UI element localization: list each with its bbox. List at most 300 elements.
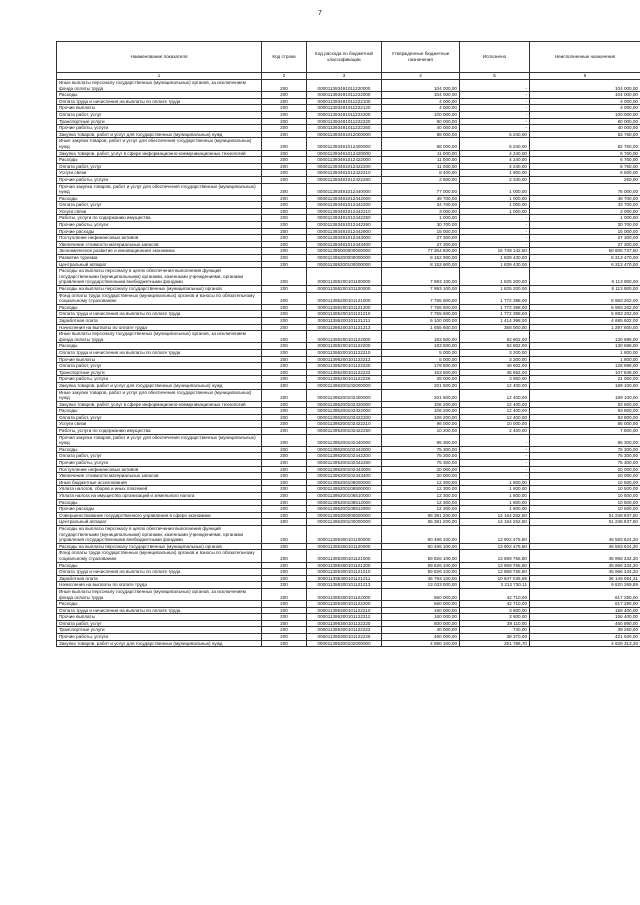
row-line-code: 200 <box>262 376 307 383</box>
row-name: Транспортные услуги <box>57 369 262 376</box>
row-unexecuted: 76 000,00 <box>530 183 640 195</box>
row-budget-code: 000011395300101122222 <box>307 627 382 634</box>
row-line-code: 200 <box>262 163 307 170</box>
table-row <box>57 620 640 627</box>
row-budget-code: 000011395300101122220 <box>307 620 382 627</box>
row-line-code: 200 <box>262 634 307 641</box>
row-name: Услуги связи <box>57 421 262 428</box>
table-row <box>57 421 640 428</box>
row-name: Поступление нефинансовых активов <box>57 466 262 473</box>
row-executed: 13 859 765,80 <box>460 569 530 576</box>
row-line-code: 200 <box>262 466 307 473</box>
row-unexecuted: 82 760,00 <box>530 131 640 138</box>
row-line-code: 200 <box>262 601 307 608</box>
row-approved: 59 826 100,00 <box>382 569 460 576</box>
column-number: 5 <box>460 73 530 80</box>
row-name: Оплата работ, услуг <box>57 414 262 421</box>
row-name: Расходы <box>57 499 262 506</box>
row-unexecuted: 6 113 900,00 <box>530 286 640 293</box>
row-approved: 7 993 100,00 <box>382 286 460 293</box>
row-budget-code: 000011395200102422250 <box>307 428 382 435</box>
header-executed: Исполнено <box>460 42 530 73</box>
row-executed: 1 800,00 <box>460 493 530 500</box>
table-row <box>57 408 640 415</box>
row-executed: 1 000,00 <box>460 195 530 202</box>
row-name: Прочие выплаты <box>57 105 262 112</box>
header-approved: Утвержденные бюджетные назначения <box>382 42 460 73</box>
row-unexecuted: 39 260,00 <box>530 627 640 634</box>
row-unexecuted: 130 698,00 <box>530 331 640 343</box>
column-number-row <box>57 73 640 80</box>
table-row <box>57 466 640 473</box>
table-row <box>57 493 640 500</box>
row-name: Уплата налогов, сборов и иных платежей <box>57 486 262 493</box>
row-name: Фонд оплаты труда государственных (муниципальных) органов и взносы по обязательному социальному страхованию <box>57 550 262 562</box>
row-approved: 5 000,00 <box>382 356 460 363</box>
row-unexecuted: 82 760,00 <box>530 138 640 150</box>
row-line-code: 200 <box>262 408 307 415</box>
row-approved: 183 500,00 <box>382 343 460 350</box>
table-row <box>57 255 640 262</box>
row-executed: 38 370,00 <box>460 634 530 641</box>
row-unexecuted: 45 966 334,20 <box>530 569 640 576</box>
row-approved: 178 500,00 <box>382 363 460 370</box>
row-unexecuted: 100 000,00 <box>530 111 640 118</box>
row-budget-code: 000011393491012422000 <box>307 157 382 164</box>
table-row <box>57 235 640 242</box>
row-executed: 39 110,00 <box>460 620 530 627</box>
row-approved: 4 880 100,00 <box>382 640 460 647</box>
row-line-code: 200 <box>262 421 307 428</box>
row-approved: 49 700,00 <box>382 195 460 202</box>
row-name: Оплата работ, услуг <box>57 453 262 460</box>
row-unexecuted: 156 400,00 <box>530 614 640 621</box>
table-row <box>57 176 640 183</box>
row-approved: 201 500,00 <box>382 382 460 389</box>
row-line-code: 200 <box>262 543 307 550</box>
row-budget-code: 000011393491012443400 <box>307 241 382 248</box>
table-row <box>57 588 640 600</box>
table-row <box>57 525 640 543</box>
row-approved: 95 300,00 <box>382 434 460 446</box>
row-line-code: 200 <box>262 414 307 421</box>
table-row <box>57 486 640 493</box>
row-unexecuted: 93 800,00 <box>530 401 640 408</box>
row-budget-code: 000011395300101122210 <box>307 607 382 614</box>
table-row <box>57 80 640 92</box>
row-unexecuted: 617 290,00 <box>530 588 640 600</box>
table-row <box>57 389 640 401</box>
table-row <box>57 446 640 453</box>
row-unexecuted: 10 500,00 <box>530 479 640 486</box>
row-executed: 12 400,00 <box>460 401 530 408</box>
row-approved: 65 391 200,00 <box>382 519 460 526</box>
row-name: Расходы <box>57 446 262 453</box>
row-name: Прочие работы, услуги <box>57 125 262 132</box>
row-approved: 40 000,00 <box>382 125 460 132</box>
row-line-code: 200 <box>262 215 307 222</box>
row-unexecuted: 460 890,00 <box>530 620 640 627</box>
row-unexecuted: 93 800,00 <box>530 414 640 421</box>
row-unexecuted: 93 800,00 <box>530 408 640 415</box>
row-name: Расходы на выплаты персоналу государственных (муниципальных) органов <box>57 286 262 293</box>
row-name: Прочие работы, услуги <box>57 176 262 183</box>
row-approved: 10 200,00 <box>382 428 460 435</box>
row-line-code: 200 <box>262 614 307 621</box>
row-unexecuted: 6 313 470,00 <box>530 261 640 268</box>
table-row <box>57 607 640 614</box>
table-row <box>57 163 640 170</box>
row-approved: 460 000,00 <box>382 634 460 641</box>
row-approved: 160 000,00 <box>382 614 460 621</box>
row-budget-code: 000011393491012442210 <box>307 208 382 215</box>
row-budget-code: 000011395200102442260 <box>307 460 382 467</box>
row-budget-code: 000011393491012442000 <box>307 195 382 202</box>
row-name: Закупка товаров, работ, услуг в сфере информационно-коммуникационных технологий <box>57 150 262 157</box>
row-executed: - <box>460 241 530 248</box>
row-name: Транспортные услуги <box>57 627 262 634</box>
row-name: Закупка товаров, работ и услуг для государственных (муниципальных) нужд <box>57 131 262 138</box>
row-line-code: 200 <box>262 428 307 435</box>
row-unexecuted: 45 966 334,20 <box>530 562 640 569</box>
row-unexecuted: 75 300,00 <box>530 460 640 467</box>
row-unexecuted: 46 583 624,20 <box>530 543 640 550</box>
column-number: 2 <box>262 73 307 80</box>
table-row <box>57 286 640 293</box>
row-budget-code: 000011395300101121210 <box>307 569 382 576</box>
table-row <box>57 241 640 248</box>
row-unexecuted: 617 290,00 <box>530 601 640 608</box>
row-executed: 1 839 430,00 <box>460 255 530 262</box>
row-approved: 183 500,00 <box>382 331 460 343</box>
row-line-code: 200 <box>262 331 307 343</box>
row-approved: 104 000,00 <box>382 80 460 92</box>
row-budget-code: 000011395200102443400 <box>307 473 382 480</box>
row-budget-code: 000011395200101122222 <box>307 369 382 376</box>
row-budget-code: 000011393491012442260 <box>307 222 382 229</box>
row-executed: - <box>460 125 530 132</box>
row-budget-code: 000011395300101100000 <box>307 525 382 543</box>
row-executed: 42 710,00 <box>460 601 530 608</box>
row-budget-code: 000011395200101120000 <box>307 286 382 293</box>
row-line-code: 200 <box>262 183 307 195</box>
row-budget-code: 000011395300102000000 <box>307 640 382 647</box>
row-unexecuted: 189 100,00 <box>530 382 640 389</box>
row-unexecuted: 1 800,00 <box>530 349 640 356</box>
table-row <box>57 138 640 150</box>
row-executed: 5 240,00 <box>460 138 530 150</box>
row-budget-code: 000011395200102442200 <box>307 453 382 460</box>
row-name: Прочие работы, услуги <box>57 222 262 229</box>
row-name: Оплата работ, услуг <box>57 163 262 170</box>
row-budget-code: 000011393491011222000 <box>307 92 382 99</box>
table-row <box>57 222 640 229</box>
row-name: Транспортные услуги <box>57 118 262 125</box>
row-line-code: 200 <box>262 575 307 582</box>
row-budget-code: 000011395300000000000 <box>307 512 382 519</box>
row-executed: - <box>460 105 530 112</box>
table-row <box>57 640 640 647</box>
row-budget-code: 000011393491012420000 <box>307 150 382 157</box>
row-line-code: 200 <box>262 389 307 401</box>
row-budget-code: 000011395200102443000 <box>307 466 382 473</box>
table-row <box>57 614 640 621</box>
row-executed: 1 839 430,00 <box>460 261 530 268</box>
table-row <box>57 473 640 480</box>
row-line-code: 200 <box>262 349 307 356</box>
row-executed: 52 802,00 <box>460 331 530 343</box>
row-line-code: 200 <box>262 363 307 370</box>
row-budget-code: 000011395300101121000 <box>307 550 382 562</box>
row-line-code: 200 <box>262 268 307 286</box>
row-unexecuted: 6 313 470,00 <box>530 255 640 262</box>
table-row <box>57 183 640 195</box>
row-line-code: 200 <box>262 446 307 453</box>
row-executed: 10 000,00 <box>460 421 530 428</box>
row-line-code: 200 <box>262 255 307 262</box>
row-executed: 1 772 398,00 <box>460 311 530 318</box>
row-budget-code: 000011393491012422210 <box>307 170 382 177</box>
row-budget-code: 000011395200101122212 <box>307 356 382 363</box>
row-name: Фонд оплаты труда государственных (муниципальных) органов и взносы по обязательному социальному страхованию <box>57 292 262 304</box>
row-approved: 12 300,00 <box>382 493 460 500</box>
table-row <box>57 634 640 641</box>
row-executed: 16 749 142,50 <box>460 248 530 255</box>
row-unexecuted: 4 628 313,30 <box>530 640 640 647</box>
header-indicator-name: Наименование показателя <box>57 42 262 73</box>
row-line-code: 200 <box>262 208 307 215</box>
row-budget-code: 000011393491012442200 <box>307 202 382 209</box>
row-approved: 77 000,00 <box>382 183 460 195</box>
table-row <box>57 479 640 486</box>
row-approved: 65 391 200,00 <box>382 512 460 519</box>
table-row <box>57 434 640 446</box>
row-approved: 660 000,00 <box>382 588 460 600</box>
row-executed: 1 772 398,00 <box>460 304 530 311</box>
row-executed: 10 647 035,69 <box>460 575 530 582</box>
row-unexecuted: 1 000,00 <box>530 215 640 222</box>
table-row <box>57 92 640 99</box>
row-unexecuted: 95 300,00 <box>530 434 640 446</box>
row-approved: 88 000,00 <box>382 138 460 150</box>
row-name: Центральный аппарат <box>57 261 262 268</box>
row-name: Расходы <box>57 157 262 164</box>
row-approved: 75 300,00 <box>382 453 460 460</box>
row-name: Иные выплаты персоналу государственных (муниципальных) органов, за исключением фонда оплаты труда <box>57 588 262 600</box>
row-budget-code: 000011395300100000000 <box>307 519 382 526</box>
row-approved: 34 700,00 <box>382 202 460 209</box>
row-name: Работы, услуги по содержанию имущества <box>57 428 262 435</box>
row-line-code: 200 <box>262 311 307 318</box>
row-approved: 46 793 100,00 <box>382 575 460 582</box>
row-budget-code: 000011395200101121213 <box>307 324 382 331</box>
row-budget-code: 000011395000000000000 <box>307 248 382 255</box>
row-approved: 7 993 100,00 <box>382 268 460 286</box>
row-unexecuted: 2 000,00 <box>530 208 640 215</box>
row-unexecuted: 10 500,00 <box>530 506 640 513</box>
row-executed: - <box>460 434 530 446</box>
row-line-code: 200 <box>262 493 307 500</box>
table-row <box>57 519 640 526</box>
row-executed: 3 200,00 <box>460 349 530 356</box>
row-line-code: 200 <box>262 453 307 460</box>
row-unexecuted: 48 700,00 <box>530 195 640 202</box>
table-row <box>57 506 640 513</box>
row-executed: - <box>460 473 530 480</box>
table-row <box>57 215 640 222</box>
table-row <box>57 562 640 569</box>
row-name: Расходы на выплаты персоналу государственных (муниципальных) органов <box>57 543 262 550</box>
row-executed: 45 652,00 <box>460 369 530 376</box>
row-approved: 500 000,00 <box>382 620 460 627</box>
row-executed: - <box>460 118 530 125</box>
row-budget-code: 000011395300101122212 <box>307 614 382 621</box>
row-approved: 12 300,00 <box>382 479 460 486</box>
table-row <box>57 292 640 304</box>
row-unexecuted: 1 800,00 <box>530 356 640 363</box>
row-name: Прочие работы, услуги <box>57 460 262 467</box>
row-unexecuted: 20 000,00 <box>530 473 640 480</box>
row-unexecuted: 75 300,00 <box>530 446 640 453</box>
row-executed: 12 400,00 <box>460 408 530 415</box>
row-approved: 25 000,00 <box>382 376 460 383</box>
row-executed: 1 000,00 <box>460 202 530 209</box>
row-executed: - <box>460 453 530 460</box>
column-number: 6 <box>530 73 640 80</box>
row-unexecuted: 10 500,00 <box>530 493 640 500</box>
column-number: 4 <box>382 73 460 80</box>
row-name: Увеличение стоимости материальных запасов <box>57 473 262 480</box>
row-name: Оплата труда и начисления на выплаты по оплате труда <box>57 349 262 356</box>
row-name: Расходы <box>57 562 262 569</box>
row-budget-code: 000011395200102440000 <box>307 434 382 446</box>
row-budget-code: 000011395200102422210 <box>307 421 382 428</box>
row-unexecuted: 20 000,00 <box>530 466 640 473</box>
row-unexecuted: 15 000,00 <box>530 228 640 235</box>
row-name: Оплата труда и начисления на выплаты по оплате труда <box>57 569 262 576</box>
table-row <box>57 582 640 589</box>
table-row <box>57 111 640 118</box>
row-name: Услуги связи <box>57 170 262 177</box>
row-line-code: 200 <box>262 473 307 480</box>
row-executed: 1 800,00 <box>460 486 530 493</box>
table-row <box>57 131 640 138</box>
row-executed: 13 859 765,80 <box>460 562 530 569</box>
row-name: Прочие работы, услуги <box>57 634 262 641</box>
row-approved: 4 000,00 <box>382 98 460 105</box>
row-line-code: 200 <box>262 286 307 293</box>
row-budget-code: 000011395200101122220 <box>307 363 382 370</box>
row-executed: - <box>460 228 530 235</box>
row-budget-code: 000011393491012440000 <box>307 183 382 195</box>
row-line-code: 200 <box>262 248 307 255</box>
table-row <box>57 382 640 389</box>
row-budget-code: 000011395200101122200 <box>307 343 382 350</box>
row-executed: - <box>460 215 530 222</box>
row-line-code: 200 <box>262 460 307 467</box>
row-executed: 2 400,00 <box>460 428 530 435</box>
row-approved: 8 152 900,00 <box>382 261 460 268</box>
row-budget-code: 000011393491012443000 <box>307 235 382 242</box>
row-name: Заработная плата <box>57 317 262 324</box>
row-name: Расходы <box>57 343 262 350</box>
row-name: Расходы <box>57 408 262 415</box>
row-budget-code: 000011393491012422200 <box>307 163 382 170</box>
row-line-code: 200 <box>262 434 307 446</box>
row-executed: 1 800,00 <box>460 479 530 486</box>
row-name: Закупка товаров, работ, услуг в сфере информационно-коммуникационных технологий <box>57 401 262 408</box>
row-line-code: 200 <box>262 525 307 543</box>
row-approved: 20 000,00 <box>382 466 460 473</box>
row-budget-code: 000011395200101122000 <box>307 331 382 343</box>
row-name: Расходы <box>57 601 262 608</box>
row-executed: 1 414 398,00 <box>460 317 530 324</box>
row-line-code: 200 <box>262 382 307 389</box>
row-executed: 2 340,00 <box>460 176 530 183</box>
row-approved: 106 200,00 <box>382 408 460 415</box>
row-approved: 106 200,00 <box>382 414 460 421</box>
row-name: Расходы на выплаты персоналу в целях обеспечения выполнения функций государственными (муниципальными) органами, казенными учреждениями, органами управления государственными внебюджетными фондами <box>57 525 262 543</box>
row-approved: 11 000,00 <box>382 157 460 164</box>
row-approved: 5 000,00 <box>382 349 460 356</box>
row-budget-code: 000011395200101121200 <box>307 304 382 311</box>
row-executed: 3 212 730,11 <box>460 582 530 589</box>
row-approved: 2 600,00 <box>382 176 460 183</box>
row-executed: 13 902 475,80 <box>460 543 530 550</box>
row-unexecuted: 421 630,00 <box>530 634 640 641</box>
row-line-code: 200 <box>262 98 307 105</box>
table-row <box>57 512 640 519</box>
row-approved: 88 000,00 <box>382 131 460 138</box>
row-unexecuted: 5 983 202,00 <box>530 292 640 304</box>
row-executed: 1 800,00 <box>460 499 530 506</box>
row-name: Оплата работ, услуг <box>57 202 262 209</box>
row-unexecuted: 10 500,00 <box>530 486 640 493</box>
row-executed: 4 240,00 <box>460 163 530 170</box>
row-name: Расходы <box>57 92 262 99</box>
row-budget-code: 000011395300101120000 <box>307 543 382 550</box>
row-approved: 201 500,00 <box>382 389 460 401</box>
row-executed: 13 859 765,80 <box>460 550 530 562</box>
row-name: Прочие работы, услуги <box>57 376 262 383</box>
row-unexecuted: 156 400,00 <box>530 607 640 614</box>
row-name: Прочие расходы <box>57 506 262 513</box>
row-executed: 1 825 200,00 <box>460 268 530 286</box>
table-row <box>57 460 640 467</box>
row-unexecuted: 130 698,00 <box>530 343 640 350</box>
table-row <box>57 414 640 421</box>
row-executed: 3 200,00 <box>460 356 530 363</box>
row-unexecuted: 1 297 600,00 <box>530 324 640 331</box>
table-row <box>57 208 640 215</box>
row-unexecuted: 21 050,00 <box>530 376 640 383</box>
row-executed: 358 000,00 <box>460 324 530 331</box>
row-unexecuted: 104 000,00 <box>530 80 640 92</box>
row-line-code: 200 <box>262 261 307 268</box>
row-line-code: 200 <box>262 582 307 589</box>
row-line-code: 200 <box>262 569 307 576</box>
row-approved: 106 200,00 <box>382 401 460 408</box>
column-number: 1 <box>57 73 262 80</box>
row-budget-code: 000011395200101122226 <box>307 376 382 383</box>
row-approved: 1 655 600,00 <box>382 324 460 331</box>
row-approved: 27 300,00 <box>382 235 460 242</box>
row-name: Начисления на выплаты по оплате труда <box>57 324 262 331</box>
row-line-code: 200 <box>262 550 307 562</box>
row-line-code: 200 <box>262 292 307 304</box>
row-line-code: 200 <box>262 202 307 209</box>
row-unexecuted: 260,00 <box>530 176 640 183</box>
